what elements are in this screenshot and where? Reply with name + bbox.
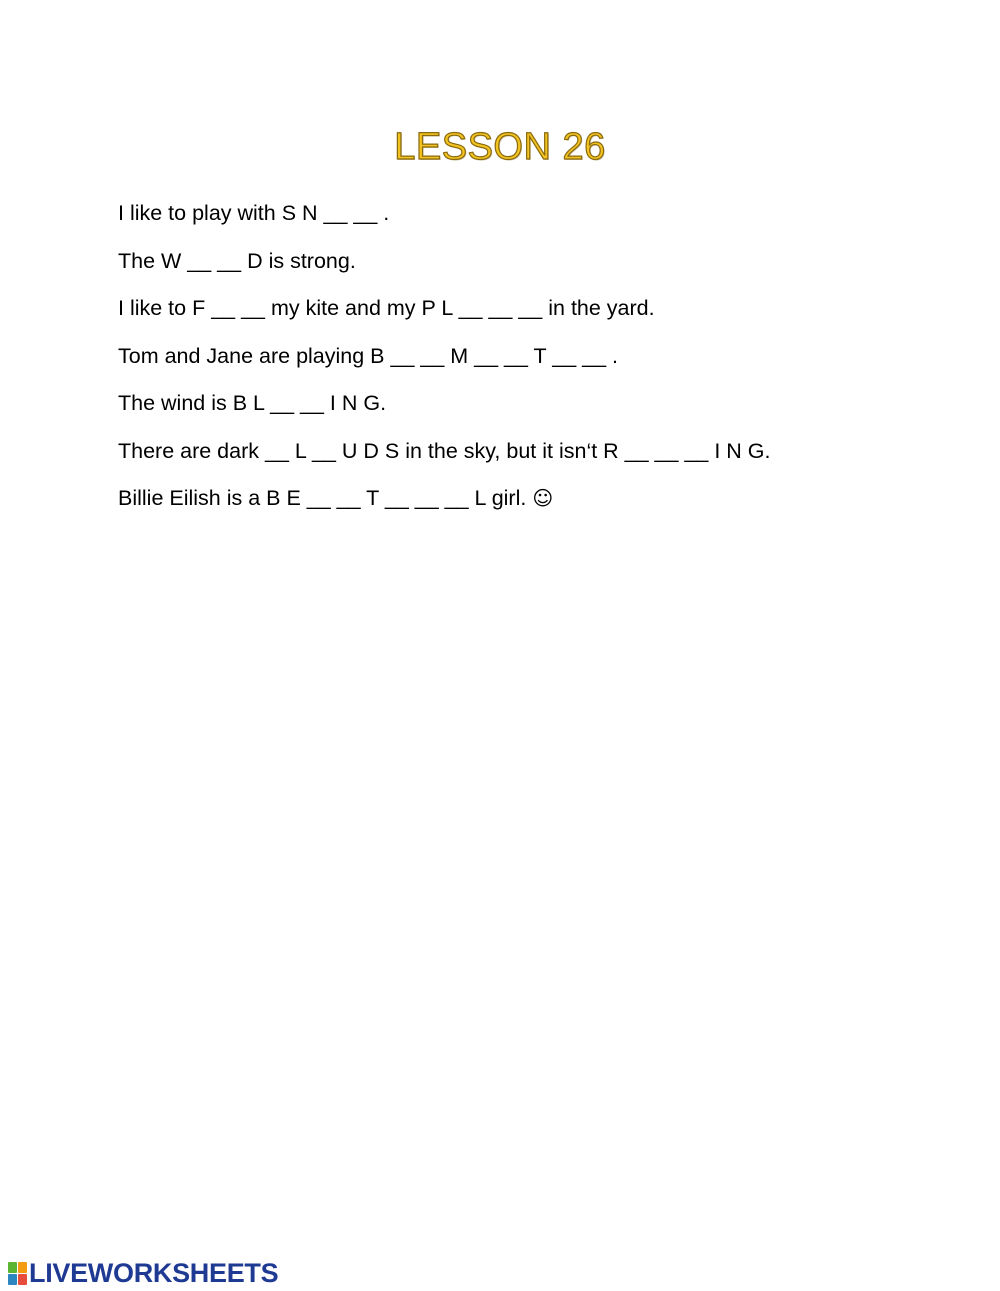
exercise-line-6: There are dark __ L __ U D S in the sky, but it isn‘t R __ __ __ I N G. <box>118 438 771 463</box>
worksheet-title: LESSON 26 <box>394 126 606 168</box>
logo-tiles-icon <box>8 1262 27 1285</box>
exercise-line-1: I like to play with S N __ __ . <box>118 201 390 225</box>
exercise-line-4: Tom and Jane are playing B __ __ M __ __ T __ __ . <box>118 343 619 368</box>
logo-tile-icon <box>18 1274 27 1285</box>
exercise-line-7 <box>118 475 958 523</box>
logo-tile-icon <box>18 1262 27 1273</box>
logo-tile-icon <box>8 1262 17 1273</box>
smiley-icon: ☺ <box>532 486 554 510</box>
exercise-line-3: I like to F __ __ my kite and my P L __ __ __ in the yard. <box>118 296 655 320</box>
liveworksheets-logo[interactable] <box>8 1259 278 1287</box>
exercise-line-2: The W __ __ D is strong. <box>118 248 356 273</box>
logo-tile-icon <box>8 1274 17 1285</box>
exercise-line-5: The wind is B L __ __ I N G. <box>118 391 387 415</box>
logo-text: LIVEWORKSHEETS <box>29 1258 279 1288</box>
exercise-lines <box>118 190 958 523</box>
exercise-line-7-text: Billie Eilish is a B E __ __ T __ __ __ L girl. <box>118 486 527 510</box>
